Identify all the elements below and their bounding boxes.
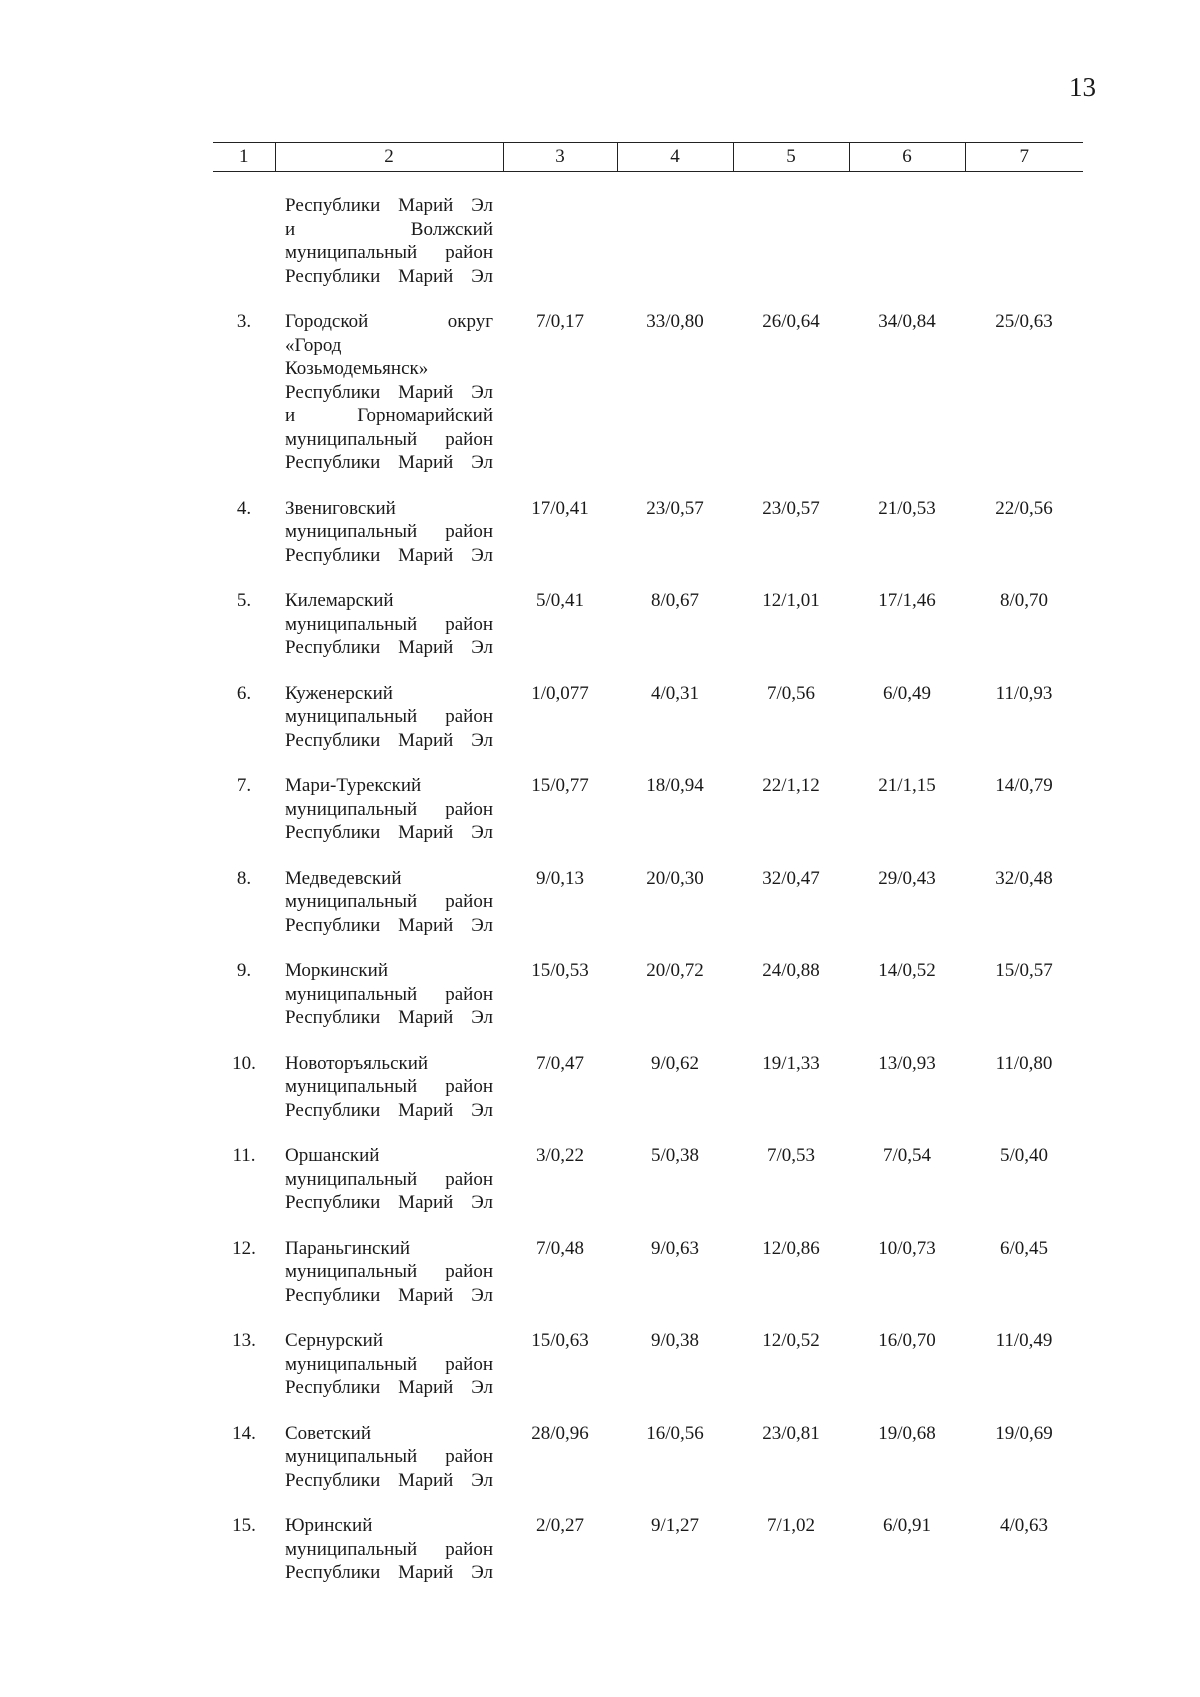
row-number: 11.	[232, 1145, 256, 1166]
value-col-4: 18/0,94	[646, 775, 704, 796]
name-line: муниципальный район	[285, 521, 493, 542]
name-line: Республики Марий Эл	[285, 1192, 493, 1213]
value-col-3: 5/0,41	[535, 590, 585, 611]
municipality-name	[275, 310, 503, 497]
value-col-5: 23/0,57	[762, 497, 820, 519]
name-line: муниципальный район	[285, 1446, 493, 1467]
value-col-6: 7/0,54	[882, 1145, 932, 1166]
value-col-6: 10/0,73	[878, 1237, 936, 1259]
value-col-7: 25/0,63	[995, 311, 1053, 332]
municipality-name	[275, 589, 503, 682]
value-col-5	[733, 172, 849, 311]
name-line: Сернурский	[285, 1330, 384, 1351]
row-number: 13.	[232, 1330, 256, 1351]
value-col-7: 8/0,70	[999, 590, 1049, 611]
table-row	[213, 1052, 1083, 1145]
name-line: Республики Марий Эл	[285, 544, 493, 566]
value-col-7	[965, 172, 1083, 311]
value-col-4: 8/0,67	[650, 590, 700, 611]
value-col-3: 3/0,22	[535, 1145, 585, 1166]
value-col-4: 20/0,72	[646, 960, 704, 981]
municipality-name	[275, 774, 503, 867]
municipality-name	[275, 172, 503, 311]
row-number: 14.	[232, 1422, 256, 1444]
header-col-7: 7	[965, 143, 1083, 172]
header-col-4: 4	[617, 143, 733, 172]
municipality-name	[275, 497, 503, 590]
name-line: и Волжский	[285, 218, 493, 240]
table-row	[213, 774, 1083, 867]
row-number: 10.	[232, 1052, 256, 1074]
value-col-7: 11/0,49	[995, 1330, 1053, 1351]
row-number: 3.	[236, 311, 252, 332]
table-row	[213, 1422, 1083, 1515]
value-col-6: 14/0,52	[878, 960, 936, 981]
table-row	[213, 310, 1083, 497]
municipality-name	[275, 1237, 503, 1330]
value-col-4: 9/0,62	[650, 1052, 700, 1074]
value-col-6: 6/0,91	[882, 1515, 932, 1536]
row-number: 8.	[236, 867, 252, 889]
name-line: «Город	[285, 334, 342, 356]
value-col-7: 22/0,56	[995, 497, 1053, 519]
name-line: муниципальный район	[285, 706, 493, 727]
name-line: Звениговский	[285, 497, 396, 519]
name-line: Республики Марий Эл	[285, 452, 493, 473]
name-line: муниципальный район	[285, 1168, 493, 1190]
value-col-4: 9/0,38	[650, 1330, 700, 1351]
name-line: муниципальный район	[285, 1076, 493, 1097]
value-col-5: 19/1,33	[762, 1052, 820, 1074]
value-col-4: 20/0,30	[646, 867, 704, 889]
municipality-name	[275, 1329, 503, 1422]
name-line: Республики Марий Эл	[285, 729, 493, 751]
name-line: муниципальный район	[285, 242, 493, 263]
value-col-6: 29/0,43	[878, 867, 936, 889]
municipality-name	[275, 1144, 503, 1237]
name-line: муниципальный район	[285, 798, 493, 820]
value-col-5: 24/0,88	[762, 960, 820, 981]
table-row	[213, 497, 1083, 590]
value-col-6: 19/0,68	[878, 1422, 936, 1444]
value-col-4: 9/1,27	[650, 1515, 700, 1536]
name-line: Мари-Турекский	[285, 775, 422, 796]
value-col-3: 15/0,63	[531, 1330, 589, 1351]
row-number: 7.	[236, 775, 252, 796]
value-col-6: 6/0,49	[882, 682, 932, 704]
name-line: муниципальный район	[285, 1261, 493, 1282]
value-col-3: 28/0,96	[531, 1422, 589, 1444]
name-line: Новоторъяльский	[285, 1052, 429, 1074]
value-col-7: 14/0,79	[995, 775, 1053, 796]
name-line: Оршанский	[285, 1145, 380, 1166]
name-line: Козьмодемьянск»	[285, 358, 429, 379]
row-number: 5.	[236, 590, 252, 611]
header-row	[213, 143, 1083, 172]
row-number: 12.	[232, 1237, 256, 1259]
municipality-name	[275, 682, 503, 775]
table-row	[213, 589, 1083, 682]
value-col-3: 15/0,77	[531, 775, 589, 796]
table-header	[213, 143, 1083, 172]
name-line: Городской округ	[285, 311, 493, 332]
value-col-3: 7/0,48	[535, 1237, 585, 1259]
table-row	[213, 1144, 1083, 1237]
value-col-5: 23/0,81	[762, 1422, 820, 1444]
value-col-5: 7/1,02	[766, 1515, 816, 1536]
value-col-6: 21/1,15	[878, 775, 936, 796]
value-col-3: 17/0,41	[531, 497, 589, 519]
municipality-name	[275, 1514, 503, 1607]
value-col-5: 32/0,47	[762, 867, 820, 889]
value-col-5: 26/0,64	[762, 311, 820, 332]
value-col-3: 9/0,13	[535, 867, 585, 889]
value-col-3: 2/0,27	[535, 1515, 585, 1536]
value-col-6: 13/0,93	[878, 1052, 936, 1074]
value-col-4: 9/0,63	[650, 1237, 700, 1259]
value-col-7: 15/0,57	[995, 960, 1053, 981]
name-line: Куженерский	[285, 682, 393, 704]
value-col-5: 7/0,56	[766, 682, 816, 704]
value-col-7: 6/0,45	[999, 1237, 1049, 1259]
municipality-name	[275, 1422, 503, 1515]
name-line: муниципальный район	[285, 891, 493, 912]
name-line: Параньгинский	[285, 1237, 411, 1259]
value-col-7: 19/0,69	[995, 1422, 1053, 1444]
table-row	[213, 172, 1083, 311]
name-line: Республики Марий Эл	[285, 1377, 493, 1398]
name-line: муниципальный район	[285, 428, 493, 450]
row-number: 4.	[236, 497, 252, 519]
name-line: Республики Марий Эл	[285, 1284, 493, 1306]
name-line: Республики Марий Эл	[285, 637, 493, 658]
name-line: муниципальный район	[285, 1353, 493, 1375]
name-line: Республики Марий Эл	[285, 822, 493, 843]
name-line: Республики Марий Эл	[285, 1007, 493, 1028]
table-body	[213, 172, 1083, 1607]
value-col-7: 4/0,63	[999, 1515, 1049, 1536]
value-col-7: 32/0,48	[995, 867, 1053, 889]
header-col-1: 1	[213, 143, 275, 172]
municipality-name	[275, 1052, 503, 1145]
value-col-6: 21/0,53	[878, 497, 936, 519]
header-col-2: 2	[275, 143, 503, 172]
municipality-name	[275, 867, 503, 960]
value-col-3: 7/0,47	[535, 1052, 585, 1074]
name-line: Республики Марий Эл	[285, 381, 493, 403]
value-col-7: 5/0,40	[999, 1145, 1049, 1166]
value-col-3: 1/0,077	[531, 682, 589, 704]
value-col-4	[617, 172, 733, 311]
value-col-5: 7/0,53	[766, 1145, 816, 1166]
header-col-6: 6	[849, 143, 965, 172]
name-line: Килемарский	[285, 590, 394, 611]
table-row	[213, 1329, 1083, 1422]
value-col-3: 7/0,17	[535, 311, 585, 332]
value-col-4: 16/0,56	[646, 1422, 704, 1444]
name-line: Республики Марий Эл	[285, 195, 493, 216]
table-row	[213, 867, 1083, 960]
name-line: Республики Марий Эл	[285, 1469, 493, 1491]
row-number	[213, 172, 275, 311]
value-col-5: 12/0,52	[762, 1330, 820, 1351]
value-col-5: 12/1,01	[762, 590, 820, 611]
header-col-3: 3	[503, 143, 617, 172]
value-col-4: 4/0,31	[650, 682, 700, 704]
municipality-name	[275, 959, 503, 1052]
name-line: Республики Марий Эл	[285, 265, 493, 287]
name-line: Юринский	[285, 1515, 373, 1536]
value-col-5: 12/0,86	[762, 1237, 820, 1259]
value-col-6	[849, 172, 965, 311]
page-number: 13	[1069, 72, 1096, 102]
table-row	[213, 959, 1083, 1052]
name-line: муниципальный район	[285, 983, 493, 1005]
table-row	[213, 682, 1083, 775]
value-col-3	[503, 172, 617, 311]
name-line: Медведевский	[285, 867, 402, 889]
name-line: Республики Марий Эл	[285, 1562, 493, 1583]
table-row	[213, 1514, 1083, 1607]
value-col-7: 11/0,80	[995, 1052, 1053, 1074]
name-line: и Горномарийский	[285, 405, 493, 426]
value-col-7: 11/0,93	[995, 682, 1053, 704]
name-line: Республики Марий Эл	[285, 914, 493, 936]
value-col-6: 16/0,70	[878, 1330, 936, 1351]
name-line: муниципальный район	[285, 613, 493, 635]
row-number: 9.	[236, 960, 252, 981]
value-col-5: 22/1,12	[762, 775, 820, 796]
name-line: Советский	[285, 1422, 372, 1444]
row-number: 6.	[236, 682, 252, 704]
row-number: 15.	[232, 1515, 256, 1536]
value-col-3: 15/0,53	[531, 960, 589, 981]
value-col-4: 33/0,80	[646, 311, 704, 332]
name-line: Республики Марий Эл	[285, 1099, 493, 1121]
statistics-table	[213, 142, 1083, 1607]
header-col-5: 5	[733, 143, 849, 172]
value-col-4: 5/0,38	[650, 1145, 700, 1166]
name-line: Моркинский	[285, 960, 388, 981]
value-col-6: 17/1,46	[878, 590, 936, 611]
value-col-6: 34/0,84	[878, 311, 936, 332]
value-col-4: 23/0,57	[646, 497, 704, 519]
name-line: муниципальный район	[285, 1538, 493, 1560]
table-row	[213, 1237, 1083, 1330]
